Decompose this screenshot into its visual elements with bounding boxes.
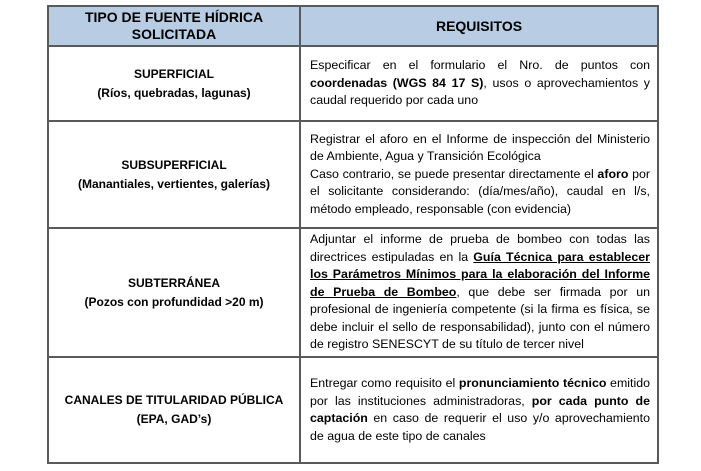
table-row-superficial [48,46,658,121]
source-cell [48,121,300,228]
req-bold: por cada punto de captación [310,393,651,425]
header-requirements: REQUISITOS [300,6,658,46]
source-title: CANALES DE TITULARIDAD PÚBLICA [64,393,284,407]
table-row-canales [48,357,658,463]
source-title: SUPERFICIAL [133,66,214,81]
header-row [48,6,658,46]
source-cell [48,357,300,463]
source-subtitle: (Ríos, quebradas, lagunas) [97,85,251,100]
req-bold: pronunciamiento técnico [458,376,607,390]
requirements-table [47,5,659,464]
req-bold: coordenadas (WGS 84 17 S) [310,75,484,90]
header-source-type: TIPO DE FUENTE HÍDRICA SOLICITADA [48,6,300,46]
req-text: Caso contrario, se puede presentar directamente el [310,166,598,181]
requirements-cell [300,228,658,357]
source-subtitle: (EPA, GAD’s) [136,412,212,426]
req-text: Entregar como requisito el [310,376,459,390]
requirements-cell [300,357,658,463]
req-paragraph: Registrar el aforo en el Informe de inspección del Ministerio de Ambiente, Agua y Transición Ecológica [310,131,650,164]
source-title: SUBSUPERFICIAL [121,157,227,172]
req-text: , usos o aprovechamientos y caudal requerido por cada uno [310,75,650,108]
table-row-subterranea [48,228,658,357]
req-text: en caso de requerir el uso y/o aprovechamiento de agua de este tipo de canales [310,411,650,443]
source-subtitle: (Pozos con profundidad >20 m) [84,294,264,309]
req-bold: aforo [597,166,629,181]
table-row-subsuperficial [48,121,658,228]
req-text: por el solicitante considerando: (día/mes/año), caudal en l/s, método empleado, responsable (con evidencia) [310,166,650,216]
requirements-cell [300,121,658,228]
source-cell [48,46,300,121]
guide-title-link: Guía Técnica para establecer los Parámetros Mínimos para la elaboración del Informe de Prueba de Bombeo [310,249,650,299]
req-text: emitido por las instituciones administradoras, [310,376,650,408]
req-text: , que debe ser firmada por un profesional de ingeniería competente (si la firma es física, se debe incluir el sello de responsabilidad), junto con el número de registro SENESCYT de su título de tercer nivel [310,284,650,352]
requirements-cell [300,46,658,121]
source-subtitle: (Manantiales, vertientes, galerías) [77,176,271,191]
req-text: Adjuntar el informe de prueba de bombeo con todas las directrices estipuladas en la [310,232,650,264]
source-cell [48,228,300,357]
source-title: SUBTERRÁNEA [127,275,220,290]
req-text: Especificar en el formulario el Nro. de puntos con [310,58,650,73]
